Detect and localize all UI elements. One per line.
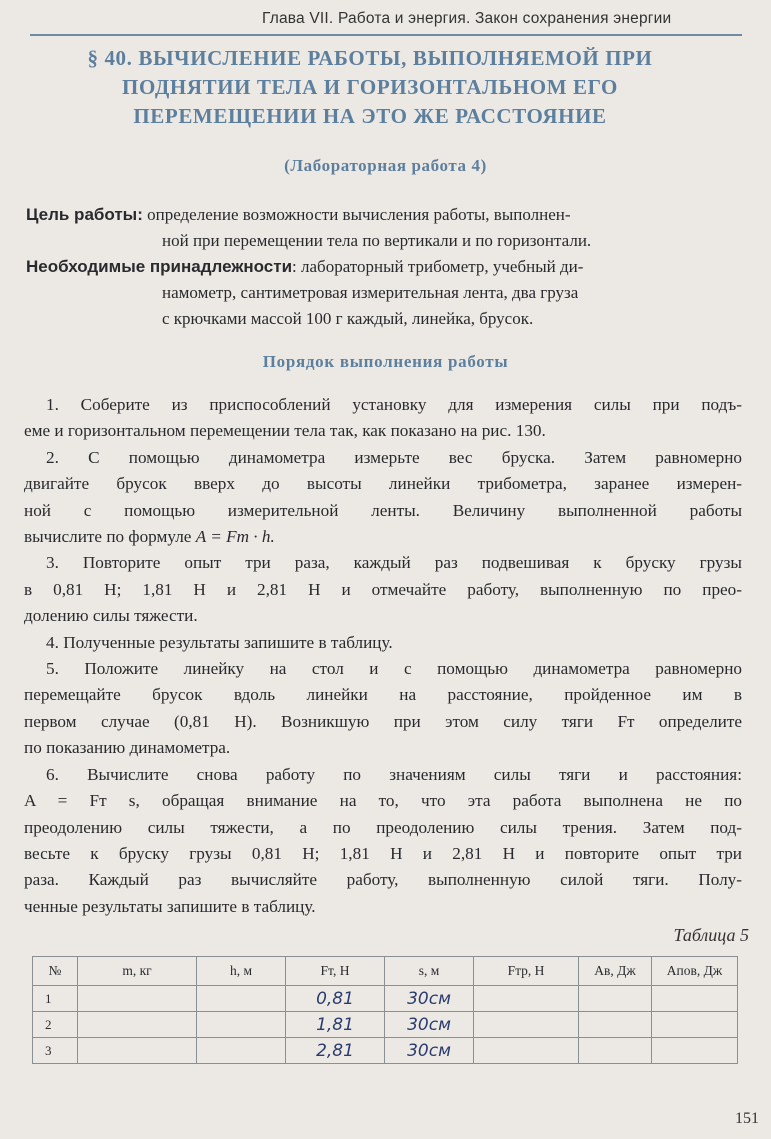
lab-subtitle: (Лабораторная работа 4) <box>284 156 487 175</box>
step-5 <box>24 656 742 762</box>
table-cell[interactable] <box>579 1012 652 1038</box>
equipment-text: : лабораторный трибометр, учебный ди- <box>292 257 584 276</box>
table-row <box>33 1038 738 1064</box>
equipment-text: с крючками массой 100 г каждый, линейка, брусок. <box>162 309 534 328</box>
table-cell[interactable] <box>474 1038 579 1064</box>
step-3 <box>24 550 742 629</box>
force-cell[interactable]: 2,81 <box>286 1038 385 1064</box>
step-line: 6. Вычислите снова работу по значениям силы тяги и расстояния: <box>46 764 742 784</box>
goal-text: ной при перемещении тела по вертикали и по горизонтали. <box>162 231 592 250</box>
table-row <box>33 986 738 1012</box>
column-header: Aпов, Дж <box>652 957 738 986</box>
step-line: раза. Каждый раз вычисляйте работу, выполненную силой тяги. Полу- <box>24 870 742 890</box>
chapter-header: Глава VII. Работа и энергия. Закон сохранения энергии <box>262 10 672 27</box>
section-title <box>40 44 700 131</box>
step-line <box>24 524 742 550</box>
step-line: A = Fт s, обращая внимание на то, что эта работа выполнена не по <box>24 791 742 811</box>
goal-block <box>26 202 726 254</box>
step-6 <box>24 762 742 920</box>
step-line: первом случае (0,81 Н). Возникшую при этом силу тяги Fт определите <box>24 711 742 731</box>
equipment-text: намометр, сантиметровая измерительная лента, два груза <box>162 283 579 302</box>
step-line: 3. Повторите опыт три раза, каждый раз подвешивая к бруску грузы <box>46 553 742 573</box>
column-header: m, кг <box>78 957 197 986</box>
step-2 <box>24 445 742 551</box>
page-number: 151 <box>735 1110 759 1127</box>
table-cell[interactable] <box>474 1012 579 1038</box>
header-rule <box>30 34 742 36</box>
row-number: 3 <box>33 1038 78 1064</box>
step-line: 5. Положите линейку на стол и с помощью динамометра равномерно <box>46 659 742 679</box>
table-row <box>33 1012 738 1038</box>
distance-cell[interactable]: 30см <box>385 1012 474 1038</box>
step-line: в 0,81 Н; 1,81 Н и 2,81 Н и отмечайте работу, выполненную по прео- <box>24 579 742 599</box>
title-line: ПОДНЯТИИ ТЕЛА И ГОРИЗОНТАЛЬНОМ ЕГО <box>122 75 618 99</box>
column-header: Fт, Н <box>286 957 385 986</box>
row-number: 1 <box>33 986 78 1012</box>
step-line: ной с помощью измерительной ленты. Величину выполненной работы <box>24 500 742 520</box>
table-cell[interactable] <box>197 1038 286 1064</box>
force-cell[interactable]: 0,81 <box>286 986 385 1012</box>
step-line: ченные результаты запишите в таблицу. <box>24 896 316 916</box>
goal-text: определение возможности вычисления работы, выполнен- <box>142 205 571 224</box>
row-number: 2 <box>33 1012 78 1038</box>
table-caption: Таблица 5 <box>673 925 749 945</box>
table-cell[interactable] <box>197 1012 286 1038</box>
column-header: № <box>33 957 78 986</box>
step-line: весьте к бруску грузы 0,81 Н; 1,81 Н и 2,81 Н и повторите опыт три <box>24 843 742 863</box>
step-4 <box>24 630 742 656</box>
table-header-row <box>33 957 738 986</box>
procedure-heading: Порядок выполнения работы <box>262 352 509 371</box>
step-line: по показанию динамометра. <box>24 738 231 758</box>
force-cell[interactable]: 1,81 <box>286 1012 385 1038</box>
distance-cell[interactable]: 30см <box>385 1038 474 1064</box>
column-header: s, м <box>385 957 474 986</box>
formula: A = Fт · h. <box>195 527 275 547</box>
table-cell[interactable] <box>652 1038 738 1064</box>
table-cell[interactable] <box>78 1012 197 1038</box>
step-line: 4. Полученные результаты запишите в таблицу. <box>46 632 393 652</box>
goal-label: Цель работы: <box>26 205 143 224</box>
equipment-block <box>26 254 726 332</box>
table-cell[interactable] <box>652 1012 738 1038</box>
step-line: двигайте брусок вверх до высоты линейки трибометра, заранее измерен- <box>24 474 742 494</box>
step-line: преодолению силы тяжести, а по преодолению силы трения. Затем под- <box>24 817 742 837</box>
table-cell[interactable] <box>78 1038 197 1064</box>
distance-cell[interactable]: 30см <box>385 986 474 1012</box>
step-line: долению силы тяжести. <box>24 606 198 626</box>
step-line: 1. Соберите из приспособлений установку для измерения силы при подъ- <box>46 395 742 414</box>
step-line: перемещайте брусок вдоль линейки на расстояние, пройденное им в <box>24 685 742 705</box>
table-cell[interactable] <box>197 986 286 1012</box>
results-table <box>32 956 738 1064</box>
table-cell[interactable] <box>579 986 652 1012</box>
equipment-label: Необходимые принадлежности <box>26 257 293 276</box>
column-header: Fтр, Н <box>474 957 579 986</box>
column-header: Aв, Дж <box>579 957 652 986</box>
table-cell[interactable] <box>652 986 738 1012</box>
table-cell[interactable] <box>78 986 197 1012</box>
step-1 <box>24 392 742 445</box>
title-line: § 40. ВЫЧИСЛЕНИЕ РАБОТЫ, ВЫПОЛНЯЕМОЙ ПРИ <box>87 46 653 70</box>
procedure-steps <box>24 392 742 920</box>
step-line: еме и горизонтальном перемещении тела так, как показано на рис. 130. <box>24 421 546 441</box>
table-cell[interactable] <box>474 986 579 1012</box>
step-text: вычислите по формуле <box>24 527 192 547</box>
column-header: h, м <box>197 957 286 986</box>
title-line: ПЕРЕМЕЩЕНИИ НА ЭТО ЖЕ РАССТОЯНИЕ <box>133 104 607 128</box>
table-cell[interactable] <box>579 1038 652 1064</box>
step-line: 2. С помощью динамометра измерьте вес бруска. Затем равномерно <box>46 447 742 467</box>
